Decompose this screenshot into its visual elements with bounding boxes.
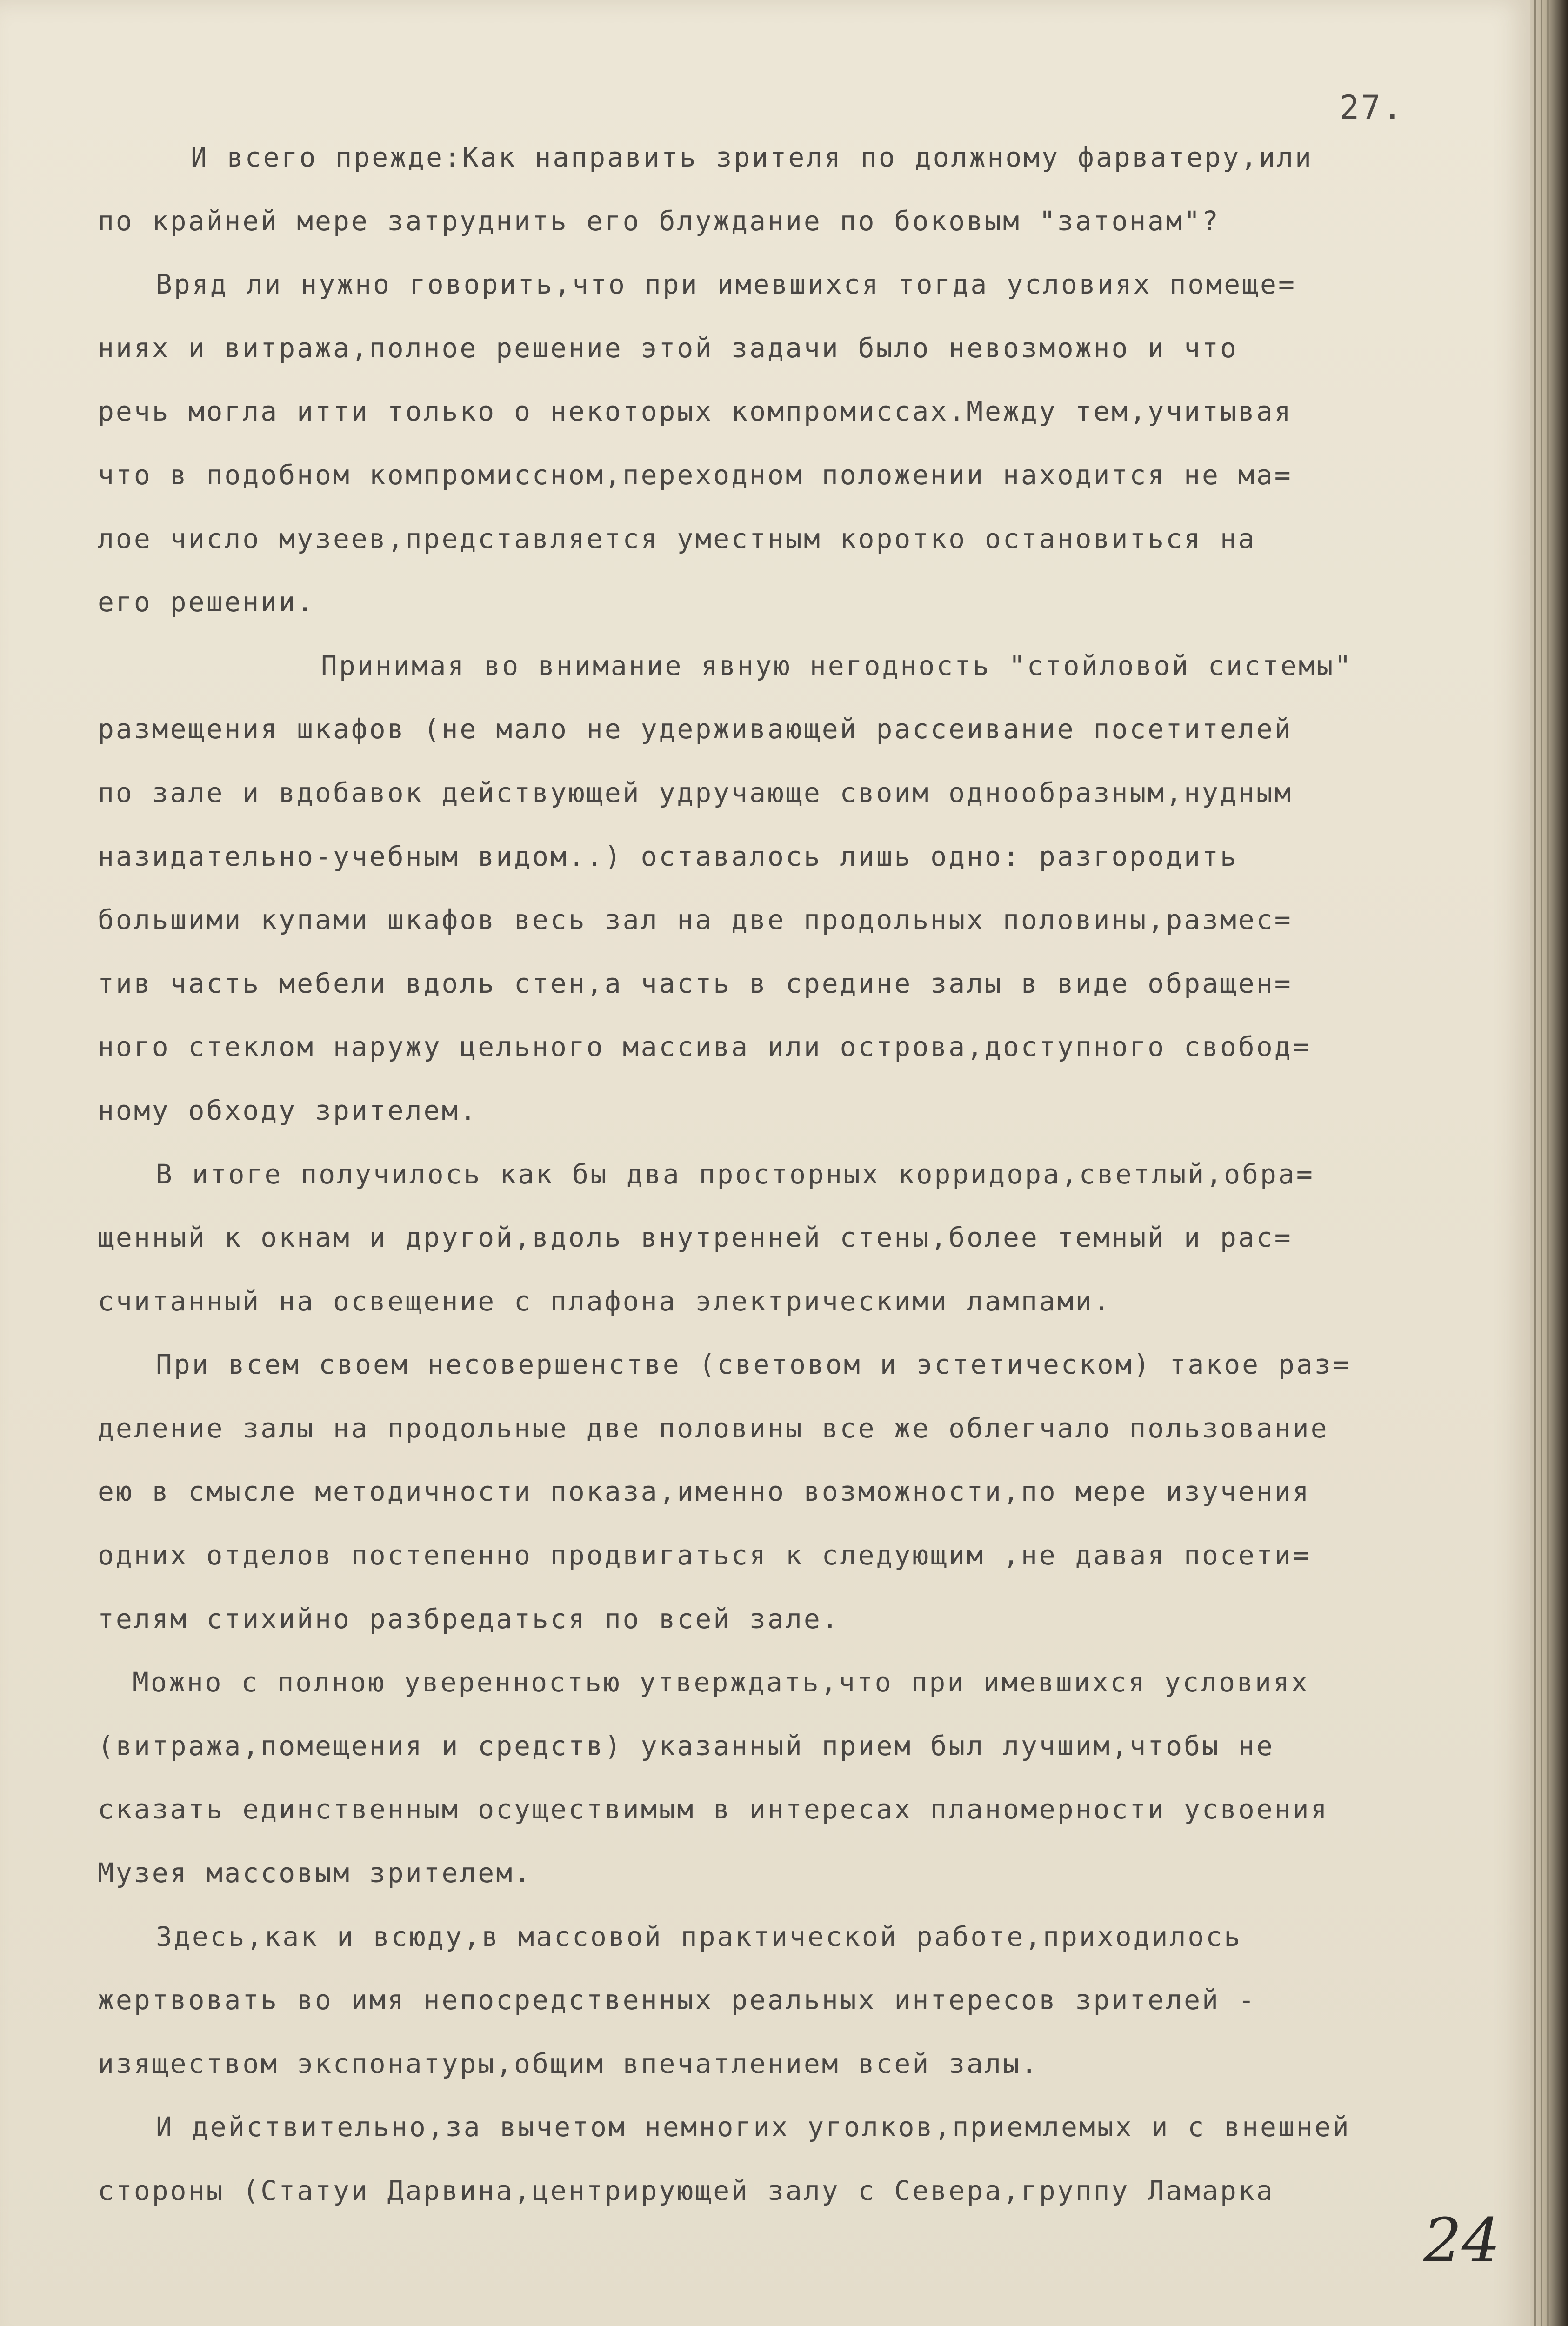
text-line: Музея массовым зрителем.	[98, 1857, 533, 1889]
text-line: Вряд ли нужно говорить,что при имевшихся тогда условиях помеще=	[156, 268, 1296, 301]
text-line: При всем своем несовершенстве (световом и эстетическом) такое раз=	[156, 1349, 1351, 1381]
text-line: Можно с полною уверенностью утверждать,что при имевшихся условиях	[133, 1666, 1309, 1698]
text-line: деление залы на продольные две половины все же облегчало пользование	[98, 1412, 1329, 1444]
text-line: стороны (Статуи Дарвина,центрирующей залу с Севера,группу Ламарка	[98, 2175, 1274, 2206]
text-line: (витража,помещения и средств) указанный прием был лучшим,чтобы не	[98, 1730, 1274, 1762]
text-line: размещения шкафов (не мало не удерживающей рассеивание посетителей	[98, 713, 1293, 745]
text-line: большими купами шкафов весь зал на две продольных половины,размес=	[98, 904, 1293, 936]
text-line: по крайней мере затруднить его блуждание по боковым "затонам"?	[98, 205, 1220, 237]
text-line: жертвовать во имя непосредственных реальных интересов зрителей -	[98, 1984, 1256, 2016]
text-line: одних отделов постепенно продвигаться к следующим ,не давая посети=	[98, 1539, 1311, 1571]
text-line: В итоге получилось как бы два просторных корридора,светлый,обра=	[156, 1158, 1314, 1190]
text-line: телям стихийно разбредаться по всей зале.	[98, 1603, 840, 1635]
page-edge-line	[1547, 0, 1549, 2326]
text-line: его решении.	[98, 586, 315, 618]
text-line: речь могла итти только о некоторых компромиссах.Между тем,учитывая	[98, 395, 1293, 428]
text-line: И всего прежде:Как направить зрителя по должному фарватеру,или	[191, 141, 1313, 173]
text-line: ного стеклом наружу цельного массива или острова,доступного свобод=	[98, 1031, 1311, 1063]
text-line: изяществом экспонатуры,общим впечатлением всей залы.	[98, 2047, 1039, 2079]
page-edge	[1530, 0, 1568, 2326]
text-line: Принимая во внимание явную негодность "стойловой системы"	[321, 649, 1353, 682]
text-line: тив часть мебели вдоль стен,а часть в средине залы в виде обращен=	[98, 967, 1293, 999]
page-number: 27.	[1340, 88, 1404, 127]
archive-folio-number: 24	[1423, 2205, 1501, 2276]
text-line: назидательно-учебным видом..) оставалось лишь одно: разгородить	[98, 840, 1238, 872]
text-line: ниях и витража,полное решение этой задачи было невозможно и что	[98, 332, 1238, 364]
text-line: по зале и вдобавок действующей удручающе своим однообразным,нудным	[98, 776, 1293, 809]
text-line: что в подобном компромиссном,переходном положении находится не ма=	[98, 459, 1293, 491]
text-line: И действительно,за вычетом немногих уголков,приемлемых и с внешней	[156, 2111, 1351, 2143]
text-line: щенный к окнам и другой,вдоль внутренней стены,более темный и рас=	[98, 1222, 1293, 1254]
typewritten-text	[98, 126, 1493, 2223]
page-edge-line	[1534, 0, 1536, 2326]
text-line: ному обходу зрителем.	[98, 1094, 478, 1126]
text-line: лое число музеев,представляется уместным коротко остановиться на	[98, 522, 1256, 555]
text-line: Здесь,как и всюду,в массовой практической работе,приходилось	[156, 1920, 1242, 1952]
page-edge-line	[1541, 0, 1542, 2326]
text-line: считанный на освещение с плафона электрическими лампами.	[98, 1285, 1112, 1317]
text-line: ею в смысле методичности показа,именно возможности,по мере изучения	[98, 1476, 1311, 1508]
text-line: сказать единственным осуществимым в интересах планомерности усвоения	[98, 1793, 1329, 1825]
